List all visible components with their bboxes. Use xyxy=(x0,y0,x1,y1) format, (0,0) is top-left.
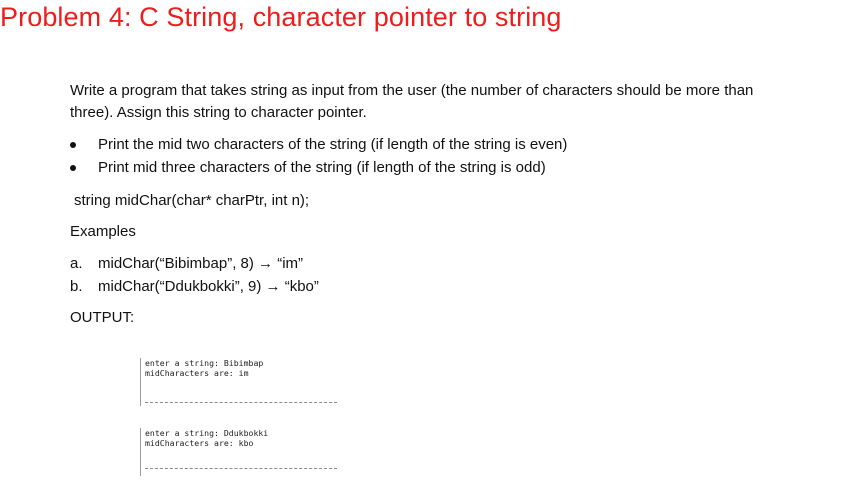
list-item-text: midChar(“Bibimbap”, 8) → “im” xyxy=(98,255,304,272)
list-item-text: Print the mid two characters of the string (if length of the string is even) xyxy=(98,136,568,153)
console-output xyxy=(140,358,345,406)
description-line-2: three). Assign this string to character pointer. xyxy=(70,104,367,121)
console-line: midCharacters are: im xyxy=(145,368,249,378)
list-item-marker: a. xyxy=(70,255,83,272)
console-divider xyxy=(145,468,337,469)
examples-heading: Examples xyxy=(70,223,136,240)
function-signature: string midChar(char* charPtr, int n); xyxy=(74,192,310,209)
bullet-icon xyxy=(70,165,76,171)
description-line-1: Write a program that takes string as input from the user (the number of characters should be more than xyxy=(70,82,754,99)
console-output xyxy=(140,428,345,476)
bullet-icon xyxy=(70,142,76,148)
console-line: enter a string: Bibimbap xyxy=(145,358,264,368)
output-heading: OUTPUT: xyxy=(70,309,135,326)
list-item-marker: b. xyxy=(70,278,83,295)
problem-description xyxy=(70,80,753,124)
console-line: enter a string: Ddukbokki xyxy=(145,428,269,438)
list-item-text: Print mid three characters of the string (if length of the string is odd) xyxy=(98,159,546,176)
console-divider xyxy=(145,402,337,403)
console-line: midCharacters are: kbo xyxy=(145,438,254,448)
page-title: Problem 4: C String, character pointer to string xyxy=(0,2,562,32)
list-item-text: midChar(“Ddukbokki”, 9) → “kbo” xyxy=(98,278,319,295)
